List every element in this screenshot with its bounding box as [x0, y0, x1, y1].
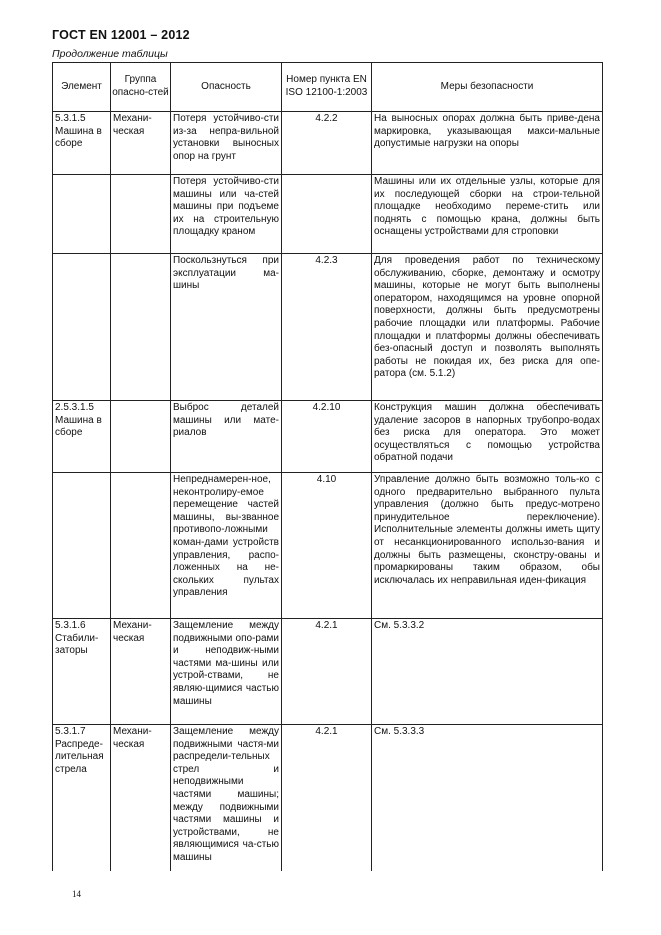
cell-hazard: Защемление между подвижными опо-рами и неподвиж-ными частями ма-шины или устрой-ствами, не являю-щимися частью машины — [171, 619, 282, 725]
cell-hazard-group: Механи-ческая — [111, 112, 171, 175]
cell-element — [53, 175, 111, 254]
column-header-clause-number: Номер пункта EN ISO 12100-1:2003 — [282, 63, 372, 112]
cell-element: 5.3.1.6 Стабили-заторы — [53, 619, 111, 725]
cell-hazard: Выброс деталей машины или мате-риалов — [171, 401, 282, 473]
cell-hazard: Поскользнуться при эксплуатации ма-шины — [171, 254, 282, 401]
cell-hazard-group — [111, 254, 171, 401]
cell-hazard-group — [111, 473, 171, 619]
cell-safety-measures: На выносных опорах должна быть приве-дена маркировка, указывающая макси-мальные допустимые нагрузки на опоры — [372, 112, 603, 175]
cell-hazard: Непреднамерен-ное, неконтролиру-емое перемещение частей машины, вы-званное противопо-ложными коман-дами устройств управления, распо-ложенных на не-скольких пультах управления — [171, 473, 282, 619]
cell-clause-number: 4.2.1 — [282, 725, 372, 871]
cell-clause-number: 4.2.3 — [282, 254, 372, 401]
table-row — [53, 619, 603, 725]
cell-element: 5.3.1.7 Распреде-лительная стрела — [53, 725, 111, 871]
cell-hazard: Потеря устойчиво-сти из-за непра-вильной установки выносных опор на грунт — [171, 112, 282, 175]
cell-hazard-group — [111, 175, 171, 254]
table-row — [53, 725, 603, 871]
cell-hazard-group — [111, 401, 171, 473]
column-header-element: Элемент — [53, 63, 111, 112]
column-header-hazard-group: Группа опасно-стей — [111, 63, 171, 112]
cell-hazard: Потеря устойчиво-сти машины или ча-стей машины при подъеме их на строительную площадку краном — [171, 175, 282, 254]
table-header-row — [53, 63, 603, 112]
column-header-safety-measures: Меры безопасности — [372, 63, 603, 112]
cell-hazard: Защемление между подвижными частя-ми распредели-тельных стрел и неподвижными частями машины; между подвижными частями машины и устройствами, не являющимися ча-стью машины — [171, 725, 282, 871]
cell-element — [53, 473, 111, 619]
document-title: ГОСТ EN 12001 – 2012 — [52, 28, 190, 42]
cell-safety-measures: Для проведения работ по техническому обслуживанию, сборке, демонтажу и осмотру машины, которые не могут быть выполнены оператором, находящимся на уровне опорной поверхности, должны быть предусмотрены рабочие площадки или платформы. Рабочие площадки и платформы должны обеспечивать без-опасный доступ и позволять выполнять работы не покидая их, без риска для опе-ратора (см. 5.1.2) — [372, 254, 603, 401]
cell-safety-measures: См. 5.3.3.3 — [372, 725, 603, 871]
cell-clause-number: 4.2.2 — [282, 112, 372, 175]
table-row — [53, 112, 603, 175]
cell-clause-number: 4.2.1 — [282, 619, 372, 725]
cell-element: 2.5.3.1.5 Машина в сборе — [53, 401, 111, 473]
table-continuation-label: Продолжение таблицы — [52, 48, 168, 60]
cell-element — [53, 254, 111, 401]
page-number: 14 — [72, 889, 81, 899]
cell-clause-number: 4.10 — [282, 473, 372, 619]
cell-safety-measures: Управление должно быть возможно толь-ко с одного предварительно выбранного пульта управления (должно быть предус-мотрено принудительное переключение). Исполнительные элементы должны иметь щиту от несанкционированного использо-вания и должны быть размещены, сконстру-ованы и промаркированы таким образом, обы исключалась их неправильная иден-фикация — [372, 473, 603, 619]
cell-hazard-group: Механи-ческая — [111, 619, 171, 725]
cell-element: 5.3.1.5 Машина в сборе — [53, 112, 111, 175]
column-header-hazard: Опасность — [171, 63, 282, 112]
table-row — [53, 175, 603, 254]
cell-hazard-group: Механи-ческая — [111, 725, 171, 871]
table-row — [53, 473, 603, 619]
table-row — [53, 254, 603, 401]
hazards-table — [52, 62, 603, 871]
cell-clause-number: 4.2.10 — [282, 401, 372, 473]
table-row — [53, 401, 603, 473]
cell-safety-measures: Машины или их отдельные узлы, которые для их последующей сборки на строи-тельной площадке необходимо переме-стить или поднять с помощью крана, должны быть оснащены устройствами для строповки — [372, 175, 603, 254]
cell-safety-measures: Конструкция машин должна обеспечивать удаление засоров в напорных трубопро-водах без риска для оператора. Это может осуществляться с помощью устройства обратной подачи — [372, 401, 603, 473]
cell-safety-measures: См. 5.3.3.2 — [372, 619, 603, 725]
cell-clause-number — [282, 175, 372, 254]
